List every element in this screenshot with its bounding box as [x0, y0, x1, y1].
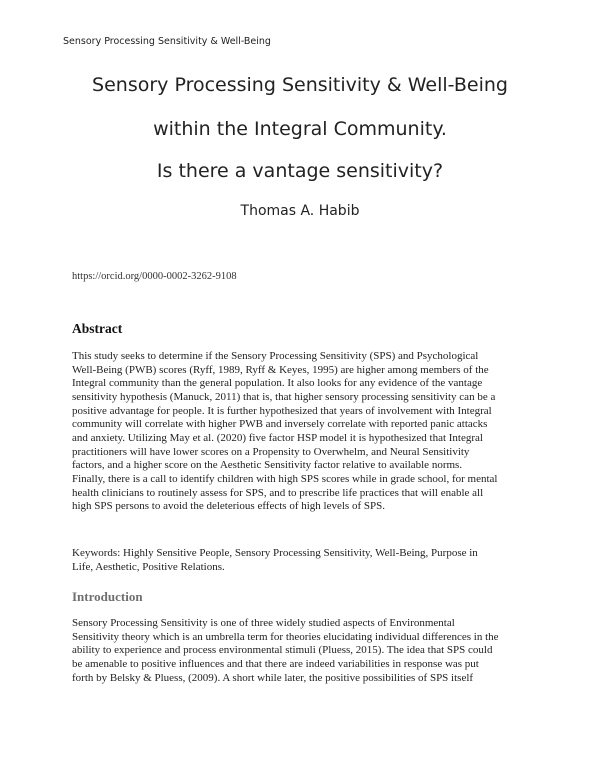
introduction-line: forth by Belsky & Pluess, (2009). A short while later, the positive possibilities of SPS itself	[72, 671, 474, 684]
introduction-body	[72, 617, 534, 686]
abstract-line: sensitivity hypothesis (Manuck, 2011) that is, that higher sensory processing sensitivity can be a	[72, 390, 496, 403]
abstract-line: health clinicians to routinely assess for SPS, and to prescribe life practices that will enable all	[72, 486, 484, 499]
abstract-heading: Abstract	[72, 321, 123, 336]
author-name: Thomas A. Habib	[240, 203, 360, 219]
abstract-line: Integral community than the general population. It also looks for any evidence of the vantage	[72, 377, 483, 390]
introduction-line: ability to experience and process environmental stimuli (Pluess, 2015). The idea that SPS could	[72, 644, 493, 657]
abstract-line: practitioners will have lower scores on a Propensity to Overwhelm, and Neural Sensitivity	[72, 445, 470, 458]
abstract-line: factors, and a higher score on the Aesthetic Sensitivity factor relative to available norms.	[72, 459, 463, 472]
introduction-line: be amenable to positive influences and that there are indeed variabilities in response was put	[72, 658, 479, 671]
introduction-heading: Introduction	[72, 589, 143, 604]
title-line-3: Is there a vantage sensitivity?	[156, 160, 444, 182]
running-head: Sensory Processing Sensitivity & Well-Being	[63, 36, 271, 47]
title-line-1: Sensory Processing Sensitivity & Well-Being	[92, 74, 508, 96]
introduction-line: Sensitivity theory which is an umbrella term for theories elucidating individual differences in the	[72, 630, 499, 643]
keywords	[72, 547, 534, 575]
abstract-line: community will correlate with higher PWB and inversely correlate with reported panic attacks	[72, 418, 488, 431]
abstract-line: Well-Being (PWB) scores (Ryff, 1989, Ryff & Keyes, 1995) are higher among members of the	[72, 363, 489, 376]
orcid-link[interactable]: https://orcid.org/0000-0002-3262-9108	[72, 271, 237, 282]
keywords-line: Life, Aesthetic, Positive Relations.	[72, 560, 225, 573]
abstract-body	[72, 350, 534, 514]
abstract-line: positive advantage for people. It is further hypothesized that years of involvement with Integral	[72, 404, 492, 417]
introduction-line: Sensory Processing Sensitivity is one of three widely studied aspects of Environmental	[72, 617, 455, 629]
abstract-line: high SPS persons to avoid the deleterious effects of high levels of SPS.	[72, 500, 385, 513]
title-line-2: within the Integral Community.	[153, 118, 447, 140]
abstract-line: and anxiety. Utilizing May et al. (2020) five factor HSP model it is hypothesized that Integral	[72, 431, 483, 444]
abstract-line: This study seeks to determine if the Sensory Processing Sensitivity (SPS) and Psychological	[72, 350, 479, 362]
keywords-line: Keywords: Highly Sensitive People, Sensory Processing Sensitivity, Well-Being, Purpose in	[72, 547, 478, 559]
abstract-line: Finally, there is a call to identify children with high SPS scores while in grade school, for mental	[72, 472, 498, 485]
